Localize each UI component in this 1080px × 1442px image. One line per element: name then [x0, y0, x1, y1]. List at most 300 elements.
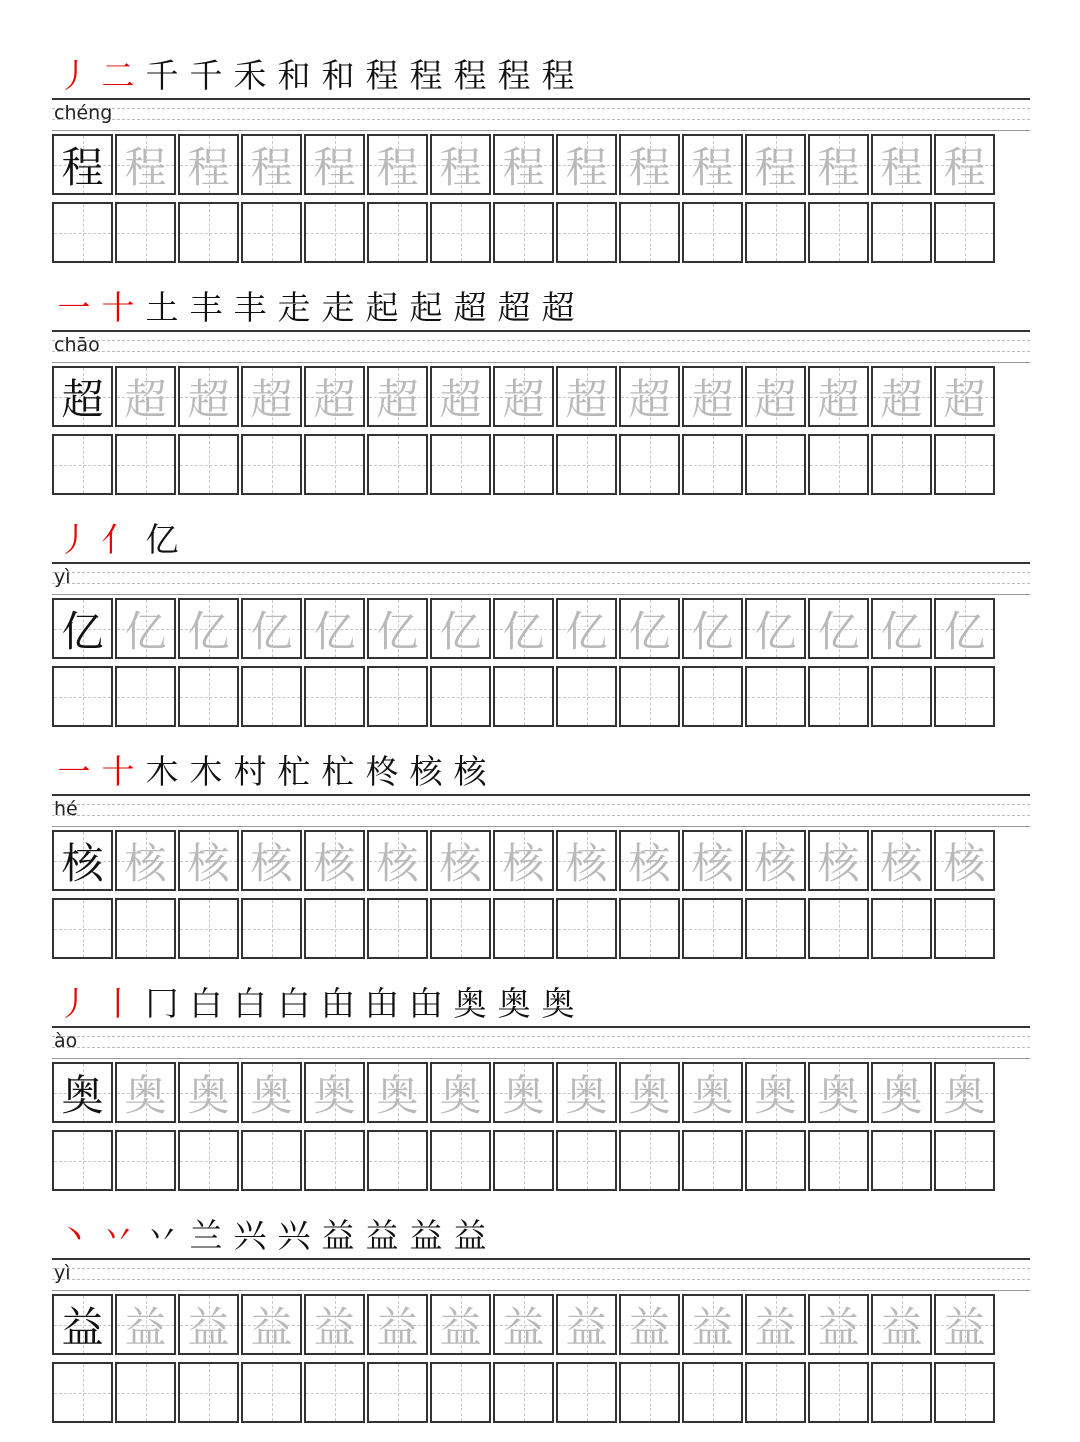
trace-cell: [178, 134, 239, 195]
writing-cell[interactable]: [745, 898, 806, 959]
writing-cell[interactable]: [682, 434, 743, 495]
trace-cell: [304, 1294, 365, 1355]
trace-character: 超: [691, 374, 734, 424]
stroke-step: 冂: [145, 984, 179, 1023]
guide-line: [52, 108, 1030, 109]
writing-cell[interactable]: [682, 666, 743, 727]
stroke-step: 超: [541, 288, 575, 327]
trace-cell: [682, 1062, 743, 1123]
pinyin-label: chāo: [54, 334, 100, 356]
writing-cell[interactable]: [304, 434, 365, 495]
writing-cell[interactable]: [178, 666, 239, 727]
writing-cell[interactable]: [808, 1130, 869, 1191]
stroke-step: 亿: [145, 520, 179, 559]
writing-cell[interactable]: [745, 434, 806, 495]
writing-cell[interactable]: [808, 666, 869, 727]
guide-line: [52, 1268, 1030, 1269]
trace-cell: [556, 134, 617, 195]
trace-character: 奥: [124, 1070, 167, 1120]
writing-cell[interactable]: [430, 434, 491, 495]
trace-cell: [682, 1294, 743, 1355]
trace-cell: [745, 830, 806, 891]
model-character: 亿: [61, 606, 104, 656]
trace-cell: [493, 366, 554, 427]
writing-cell[interactable]: [241, 1362, 302, 1423]
writing-cell[interactable]: [430, 1362, 491, 1423]
trace-cell: [808, 134, 869, 195]
trace-cell: [808, 830, 869, 891]
writing-cell[interactable]: [52, 898, 113, 959]
trace-character: 核: [817, 838, 860, 888]
stroke-step: 甶: [365, 984, 399, 1023]
stroke-step: 程: [453, 56, 487, 95]
stroke-step: 兴: [233, 1216, 267, 1255]
stroke-step: 超: [497, 288, 531, 327]
stroke-order-row: [52, 264, 580, 328]
writing-cell[interactable]: [808, 202, 869, 263]
trace-cell: [934, 1294, 995, 1355]
trace-cell: [871, 1062, 932, 1123]
stroke-step: 村: [233, 752, 267, 791]
writing-cell[interactable]: [241, 434, 302, 495]
writing-cell[interactable]: [367, 202, 428, 263]
stroke-step: 兰: [189, 1216, 223, 1255]
stroke-step: 和: [321, 56, 355, 95]
trace-cell: [178, 1294, 239, 1355]
writing-cell[interactable]: [178, 434, 239, 495]
writing-cell[interactable]: [619, 666, 680, 727]
trace-cell: [178, 1062, 239, 1123]
writing-cell[interactable]: [115, 898, 176, 959]
trace-character: 益: [943, 1302, 986, 1352]
model-character: 核: [61, 838, 104, 888]
trace-cell: [115, 134, 176, 195]
stroke-step: 程: [497, 56, 531, 95]
guide-line: [52, 572, 1030, 573]
guide-line: [52, 1058, 1030, 1059]
stroke-step: 甶: [409, 984, 443, 1023]
trace-character: 亿: [943, 606, 986, 656]
writing-cell[interactable]: [115, 666, 176, 727]
character-section: [0, 32, 1080, 264]
stroke-step: 甶: [321, 984, 355, 1023]
writing-cell[interactable]: [871, 1130, 932, 1191]
character-section: [0, 728, 1080, 960]
trace-character: 亿: [628, 606, 671, 656]
character-section: [0, 960, 1080, 1192]
stroke-step: 程: [365, 56, 399, 95]
trace-character: 亿: [124, 606, 167, 656]
stroke-step: 白: [277, 984, 311, 1023]
writing-cell[interactable]: [871, 434, 932, 495]
guide-line: [52, 1258, 1030, 1260]
trace-character: 益: [754, 1302, 797, 1352]
model-cell: [52, 1294, 113, 1355]
tracing-row: [52, 830, 995, 891]
writing-cell[interactable]: [556, 202, 617, 263]
trace-cell: [115, 1294, 176, 1355]
writing-cell[interactable]: [619, 202, 680, 263]
guide-line: [52, 330, 1030, 332]
writing-cell[interactable]: [808, 434, 869, 495]
writing-cell[interactable]: [871, 898, 932, 959]
trace-cell: [430, 598, 491, 659]
writing-cell[interactable]: [304, 898, 365, 959]
stroke-step: 核: [409, 752, 443, 791]
pinyin-label: ào: [54, 1030, 78, 1052]
trace-character: 超: [754, 374, 797, 424]
writing-cell[interactable]: [556, 666, 617, 727]
writing-cell[interactable]: [304, 666, 365, 727]
writing-cell[interactable]: [682, 898, 743, 959]
trace-cell: [241, 1062, 302, 1123]
model-character: 程: [61, 142, 104, 192]
blank-practice-row: [52, 666, 995, 727]
writing-cell[interactable]: [367, 434, 428, 495]
writing-cell[interactable]: [52, 1130, 113, 1191]
writing-cell[interactable]: [115, 202, 176, 263]
model-character: 奥: [61, 1070, 104, 1120]
writing-cell[interactable]: [52, 202, 113, 263]
writing-cell[interactable]: [745, 202, 806, 263]
writing-cell[interactable]: [241, 666, 302, 727]
writing-cell[interactable]: [808, 1362, 869, 1423]
writing-cell[interactable]: [52, 1362, 113, 1423]
pinyin-label: chéng: [54, 102, 113, 124]
writing-cell[interactable]: [241, 898, 302, 959]
writing-cell[interactable]: [115, 434, 176, 495]
writing-cell[interactable]: [934, 666, 995, 727]
trace-character: 奥: [817, 1070, 860, 1120]
trace-cell: [367, 598, 428, 659]
model-character: 超: [61, 374, 104, 424]
writing-cell[interactable]: [871, 666, 932, 727]
trace-character: 核: [691, 838, 734, 888]
writing-cell[interactable]: [430, 1130, 491, 1191]
trace-character: 亿: [754, 606, 797, 656]
stroke-order-row: [52, 728, 492, 792]
tracing-row: [52, 598, 995, 659]
trace-cell: [556, 830, 617, 891]
writing-cell[interactable]: [682, 202, 743, 263]
stroke-step: 丰: [189, 288, 223, 327]
writing-cell[interactable]: [934, 202, 995, 263]
trace-character: 超: [565, 374, 608, 424]
stroke-step: 杧: [277, 752, 311, 791]
stroke-step: 柊: [365, 752, 399, 791]
trace-character: 奥: [880, 1070, 923, 1120]
writing-cell[interactable]: [871, 202, 932, 263]
trace-character: 核: [943, 838, 986, 888]
writing-cell[interactable]: [367, 1362, 428, 1423]
trace-character: 益: [565, 1302, 608, 1352]
writing-cell[interactable]: [556, 1130, 617, 1191]
trace-character: 核: [880, 838, 923, 888]
writing-cell[interactable]: [682, 1130, 743, 1191]
trace-cell: [556, 366, 617, 427]
trace-character: 亿: [880, 606, 923, 656]
writing-cell[interactable]: [682, 1362, 743, 1423]
trace-character: 奥: [376, 1070, 419, 1120]
trace-character: 程: [439, 142, 482, 192]
trace-cell: [871, 366, 932, 427]
writing-cell[interactable]: [430, 898, 491, 959]
stroke-order-row: [52, 1192, 492, 1256]
stroke-step: 千: [145, 56, 179, 95]
trace-character: 核: [124, 838, 167, 888]
trace-cell: [493, 598, 554, 659]
trace-character: 超: [250, 374, 293, 424]
writing-cell[interactable]: [304, 1362, 365, 1423]
trace-cell: [493, 830, 554, 891]
trace-character: 奥: [943, 1070, 986, 1120]
character-section: [0, 496, 1080, 728]
blank-practice-row: [52, 1130, 995, 1191]
trace-cell: [115, 366, 176, 427]
trace-cell: [367, 830, 428, 891]
stroke-step: 走: [277, 288, 311, 327]
trace-character: 程: [628, 142, 671, 192]
writing-cell[interactable]: [808, 898, 869, 959]
trace-cell: [304, 1062, 365, 1123]
trace-cell: [367, 134, 428, 195]
writing-cell[interactable]: [178, 898, 239, 959]
trace-character: 益: [313, 1302, 356, 1352]
trace-character: 益: [439, 1302, 482, 1352]
trace-cell: [619, 134, 680, 195]
trace-character: 程: [880, 142, 923, 192]
stroke-step: 丷: [101, 1216, 135, 1255]
trace-character: 亿: [817, 606, 860, 656]
trace-character: 亿: [691, 606, 734, 656]
writing-cell[interactable]: [493, 898, 554, 959]
writing-cell[interactable]: [934, 1362, 995, 1423]
writing-cell[interactable]: [619, 898, 680, 959]
trace-cell: [115, 598, 176, 659]
writing-cell[interactable]: [52, 666, 113, 727]
writing-cell[interactable]: [745, 666, 806, 727]
trace-character: 奥: [754, 1070, 797, 1120]
stroke-step: 丿: [57, 984, 91, 1023]
pinyin-lines: [52, 562, 1030, 594]
guide-line: [52, 794, 1030, 796]
writing-cell[interactable]: [556, 434, 617, 495]
writing-cell[interactable]: [178, 1130, 239, 1191]
stroke-step: 益: [321, 1216, 355, 1255]
trace-character: 益: [124, 1302, 167, 1352]
writing-cell[interactable]: [304, 1130, 365, 1191]
stroke-step: 白: [189, 984, 223, 1023]
guide-line: [52, 804, 1030, 805]
trace-cell: [241, 1294, 302, 1355]
trace-cell: [745, 1062, 806, 1123]
stroke-order-row: [52, 960, 580, 1024]
trace-cell: [304, 134, 365, 195]
stroke-step: 和: [277, 56, 311, 95]
writing-cell[interactable]: [619, 434, 680, 495]
trace-cell: [556, 598, 617, 659]
stroke-step: 超: [453, 288, 487, 327]
writing-cell[interactable]: [619, 1362, 680, 1423]
trace-character: 程: [691, 142, 734, 192]
writing-cell[interactable]: [934, 1130, 995, 1191]
stroke-step: 白: [233, 984, 267, 1023]
trace-character: 核: [376, 838, 419, 888]
trace-character: 亿: [565, 606, 608, 656]
stroke-step: 木: [189, 752, 223, 791]
trace-cell: [808, 598, 869, 659]
trace-cell: [304, 830, 365, 891]
trace-cell: [430, 1294, 491, 1355]
tracing-row: [52, 366, 995, 427]
trace-character: 超: [943, 374, 986, 424]
pinyin-label: yì: [54, 566, 71, 588]
trace-cell: [745, 134, 806, 195]
writing-cell[interactable]: [367, 898, 428, 959]
writing-cell[interactable]: [367, 666, 428, 727]
trace-cell: [871, 134, 932, 195]
trace-character: 超: [880, 374, 923, 424]
trace-cell: [808, 366, 869, 427]
trace-character: 益: [502, 1302, 545, 1352]
trace-cell: [241, 134, 302, 195]
model-cell: [52, 134, 113, 195]
stroke-step: 亻: [101, 520, 135, 559]
writing-cell[interactable]: [241, 1130, 302, 1191]
trace-character: 超: [124, 374, 167, 424]
stroke-step: 木: [145, 752, 179, 791]
trace-cell: [619, 1062, 680, 1123]
trace-character: 程: [754, 142, 797, 192]
writing-cell[interactable]: [178, 202, 239, 263]
trace-cell: [745, 598, 806, 659]
blank-practice-row: [52, 1362, 995, 1423]
stroke-step: 奥: [541, 984, 575, 1023]
guide-line: [52, 1036, 1030, 1037]
writing-cell[interactable]: [556, 1362, 617, 1423]
writing-cell[interactable]: [619, 1130, 680, 1191]
stroke-order-row: [52, 32, 580, 96]
trace-cell: [934, 830, 995, 891]
trace-cell: [178, 366, 239, 427]
trace-cell: [619, 1294, 680, 1355]
trace-cell: [682, 598, 743, 659]
trace-cell: [619, 830, 680, 891]
stroke-step: 丶: [57, 1216, 91, 1255]
writing-cell[interactable]: [745, 1362, 806, 1423]
trace-cell: [682, 830, 743, 891]
trace-cell: [934, 134, 995, 195]
pinyin-lines: [52, 330, 1030, 362]
trace-character: 奥: [691, 1070, 734, 1120]
writing-cell[interactable]: [178, 1362, 239, 1423]
pinyin-lines: [52, 794, 1030, 826]
writing-cell[interactable]: [934, 434, 995, 495]
stroke-step: 程: [541, 56, 575, 95]
trace-character: 核: [502, 838, 545, 888]
trace-cell: [178, 830, 239, 891]
writing-cell[interactable]: [115, 1130, 176, 1191]
writing-cell[interactable]: [493, 434, 554, 495]
stroke-step: 丿: [57, 520, 91, 559]
stroke-step: 杧: [321, 752, 355, 791]
writing-cell[interactable]: [493, 202, 554, 263]
pinyin-lines: [52, 98, 1030, 130]
guide-line: [52, 562, 1030, 564]
trace-character: 益: [628, 1302, 671, 1352]
trace-cell: [871, 830, 932, 891]
trace-cell: [808, 1062, 869, 1123]
stroke-step: 十: [101, 752, 135, 791]
writing-cell[interactable]: [745, 1130, 806, 1191]
writing-cell[interactable]: [934, 898, 995, 959]
writing-cell[interactable]: [304, 202, 365, 263]
blank-practice-row: [52, 202, 995, 263]
trace-cell: [556, 1294, 617, 1355]
guide-line: [52, 826, 1030, 827]
guide-line: [52, 1290, 1030, 1291]
trace-character: 程: [250, 142, 293, 192]
writing-cell[interactable]: [115, 1362, 176, 1423]
writing-cell[interactable]: [430, 202, 491, 263]
trace-character: 亿: [376, 606, 419, 656]
model-cell: [52, 830, 113, 891]
trace-cell: [682, 366, 743, 427]
stroke-step: 丿: [57, 56, 91, 95]
writing-cell[interactable]: [430, 666, 491, 727]
trace-cell: [745, 1294, 806, 1355]
writing-cell[interactable]: [241, 202, 302, 263]
trace-cell: [178, 598, 239, 659]
trace-character: 亿: [502, 606, 545, 656]
stroke-step: 起: [365, 288, 399, 327]
trace-cell: [745, 366, 806, 427]
trace-character: 超: [439, 374, 482, 424]
trace-cell: [493, 1294, 554, 1355]
trace-character: 益: [880, 1302, 923, 1352]
writing-cell[interactable]: [52, 434, 113, 495]
writing-cell[interactable]: [493, 1130, 554, 1191]
trace-cell: [934, 1062, 995, 1123]
pinyin-label: yì: [54, 1262, 71, 1284]
tracing-row: [52, 134, 995, 195]
writing-cell[interactable]: [493, 666, 554, 727]
writing-cell[interactable]: [367, 1130, 428, 1191]
writing-cell[interactable]: [493, 1362, 554, 1423]
trace-character: 核: [250, 838, 293, 888]
guide-line: [52, 815, 1030, 816]
trace-cell: [871, 1294, 932, 1355]
trace-character: 程: [124, 142, 167, 192]
trace-character: 核: [187, 838, 230, 888]
stroke-step: 奥: [453, 984, 487, 1023]
trace-character: 核: [565, 838, 608, 888]
writing-cell[interactable]: [556, 898, 617, 959]
stroke-step: 土: [145, 288, 179, 327]
guide-line: [52, 1279, 1030, 1280]
trace-character: 奥: [439, 1070, 482, 1120]
trace-character: 程: [943, 142, 986, 192]
trace-cell: [808, 1294, 869, 1355]
stroke-step: 奥: [497, 984, 531, 1023]
trace-cell: [430, 830, 491, 891]
trace-cell: [430, 134, 491, 195]
writing-cell[interactable]: [871, 1362, 932, 1423]
blank-practice-row: [52, 434, 995, 495]
character-section: [0, 1192, 1080, 1424]
stroke-step: 核: [453, 752, 487, 791]
trace-cell: [871, 598, 932, 659]
